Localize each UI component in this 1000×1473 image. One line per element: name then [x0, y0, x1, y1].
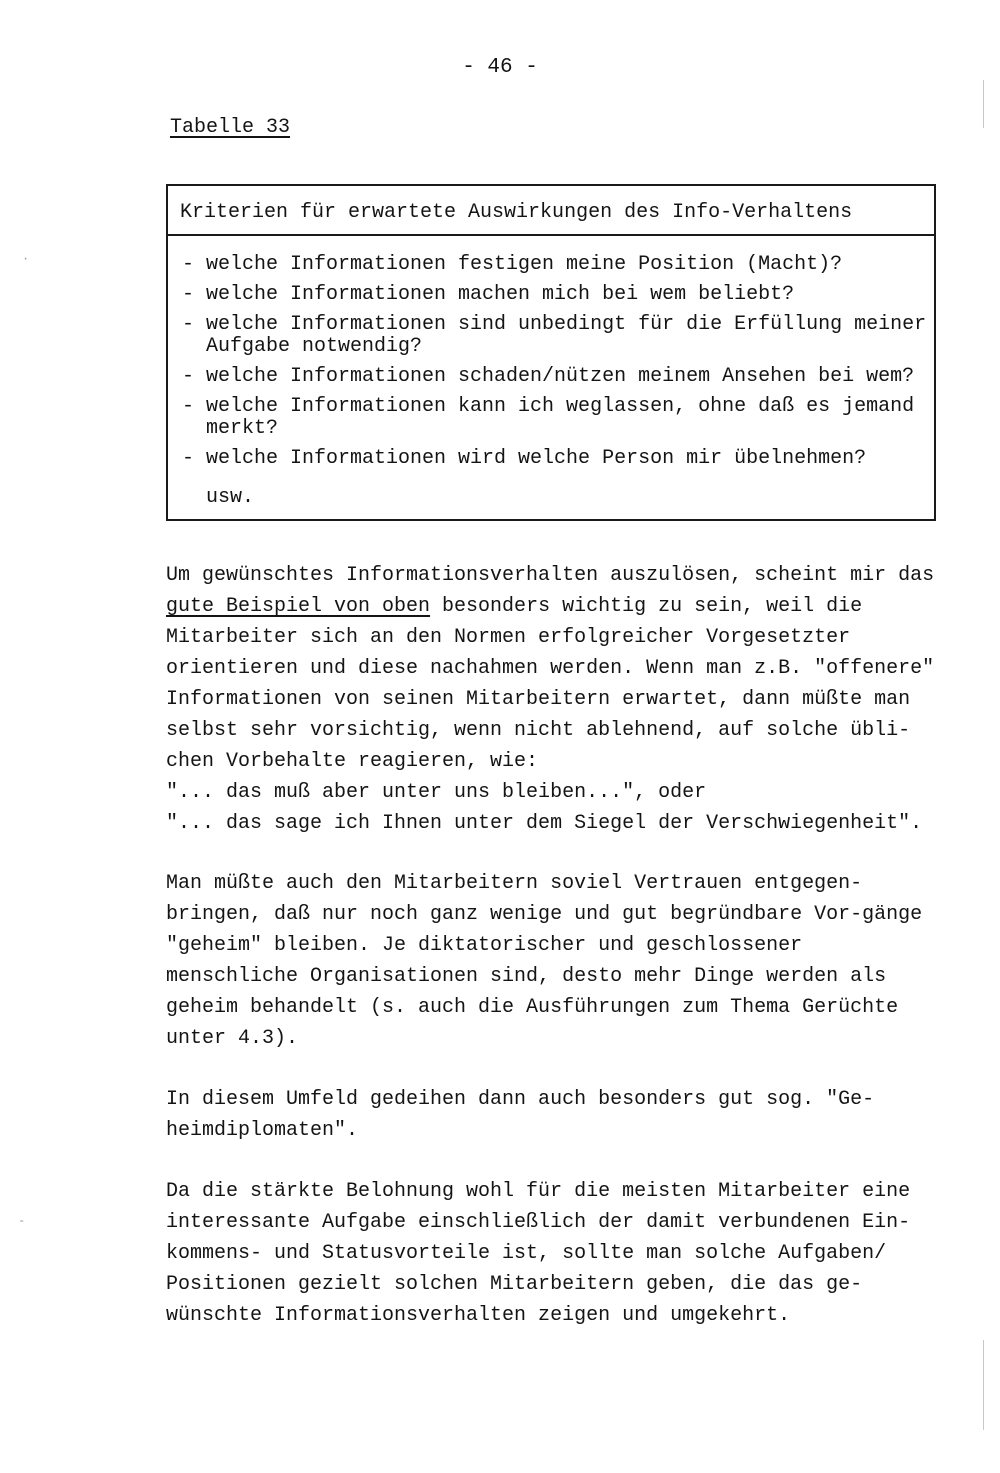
- criteria-item-text: welche Informationen schaden/nützen meinem Ansehen bei wem?: [206, 365, 915, 388]
- page-number: - 46 -: [462, 56, 538, 79]
- criteria-list: [182, 254, 928, 478]
- scan-edge-line: [983, 1340, 984, 1430]
- margin-speck: -: [18, 1214, 26, 1228]
- criteria-item: [182, 284, 928, 306]
- paragraph-environment: In diesem Umfeld gedeihen dann auch besonders gut sog. "Ge-heimdiplomaten".: [166, 1088, 875, 1142]
- criteria-item-text: welche Informationen machen mich bei wem beliebt?: [206, 283, 795, 306]
- criteria-item: [182, 254, 928, 276]
- paragraph-good-example: [166, 560, 946, 839]
- criteria-item: [182, 448, 928, 470]
- underlined-phrase: gute Beispiel von oben: [166, 595, 431, 618]
- list-dash: -: [182, 365, 195, 388]
- paragraph-text: besonders wichtig zu sein, weil die Mitarbeiter sich an den Normen erfolgreicher Vorgesetzter orientieren und diese nachahmen werden. Wenn man z.B. "offenere" Informationen von seinen Mitarbeitern erwartet, dann müßte man selbst sehr vorsichtig, wenn nicht ablehnend, auf solche übli-chen Vorbehalte reagieren, wie:: [166, 595, 935, 773]
- list-dash: -: [182, 395, 195, 418]
- table-caption: Tabelle 33: [170, 116, 291, 139]
- criteria-table: [166, 184, 936, 521]
- criteria-item: [182, 314, 928, 358]
- quote-line: "... das sage ich Ihnen unter dem Siegel der Verschwiegenheit".: [166, 812, 923, 835]
- list-dash: -: [182, 253, 195, 276]
- paragraph-trust: Man müßte auch den Mitarbeitern soviel Vertrauen entgegen-bringen, daß nur noch ganz wenige und gut begründbare Vor-gänge "geheim" bleiben. Je diktatorischer und geschlossener menschliche Organisationen sind, desto mehr Dinge werden als geheim behandelt (s. auch die Ausführungen zum Thema Gerüchte unter 4.3).: [166, 872, 923, 1050]
- criteria-item: [182, 366, 928, 388]
- list-dash: -: [182, 447, 195, 470]
- criteria-item: [182, 396, 928, 440]
- criteria-table-header: Kriterien für erwartete Auswirkungen des Info-Verhaltens: [168, 186, 934, 236]
- quote-line: "... das muß aber unter uns bleiben...", oder: [166, 781, 707, 804]
- scan-edge-line: [983, 80, 984, 128]
- list-dash: -: [182, 283, 195, 306]
- criteria-item-text: welche Informationen sind unbedingt für die Erfüllung meiner Aufgabe notwendig?: [206, 313, 927, 358]
- criteria-item-text: welche Informationen festigen meine Position (Macht)?: [206, 253, 843, 276]
- criteria-item-text: welche Informationen kann ich weglassen, ohne daß es jemand merkt?: [206, 395, 915, 440]
- criteria-item-text: welche Informationen wird welche Person mir übelnehmen?: [206, 447, 867, 470]
- criteria-etc: usw.: [206, 486, 255, 509]
- paragraph-reward: Da die stärkte Belohnung wohl für die meisten Mitarbeiter eine interessante Aufgabe einschließlich der damit verbundenen Ein-kommens- und Statusvorteile ist, sollte man solche Aufgaben/ Positionen gezielt solchen Mitarbeitern geben, die das ge-wünschte Informationsverhalten zeigen und umgekehrt.: [166, 1180, 911, 1327]
- list-dash: -: [182, 313, 195, 336]
- paragraph-text: Um gewünschtes Informationsverhalten auszulösen, scheint mir das: [166, 564, 935, 587]
- margin-speck: ·: [22, 252, 30, 266]
